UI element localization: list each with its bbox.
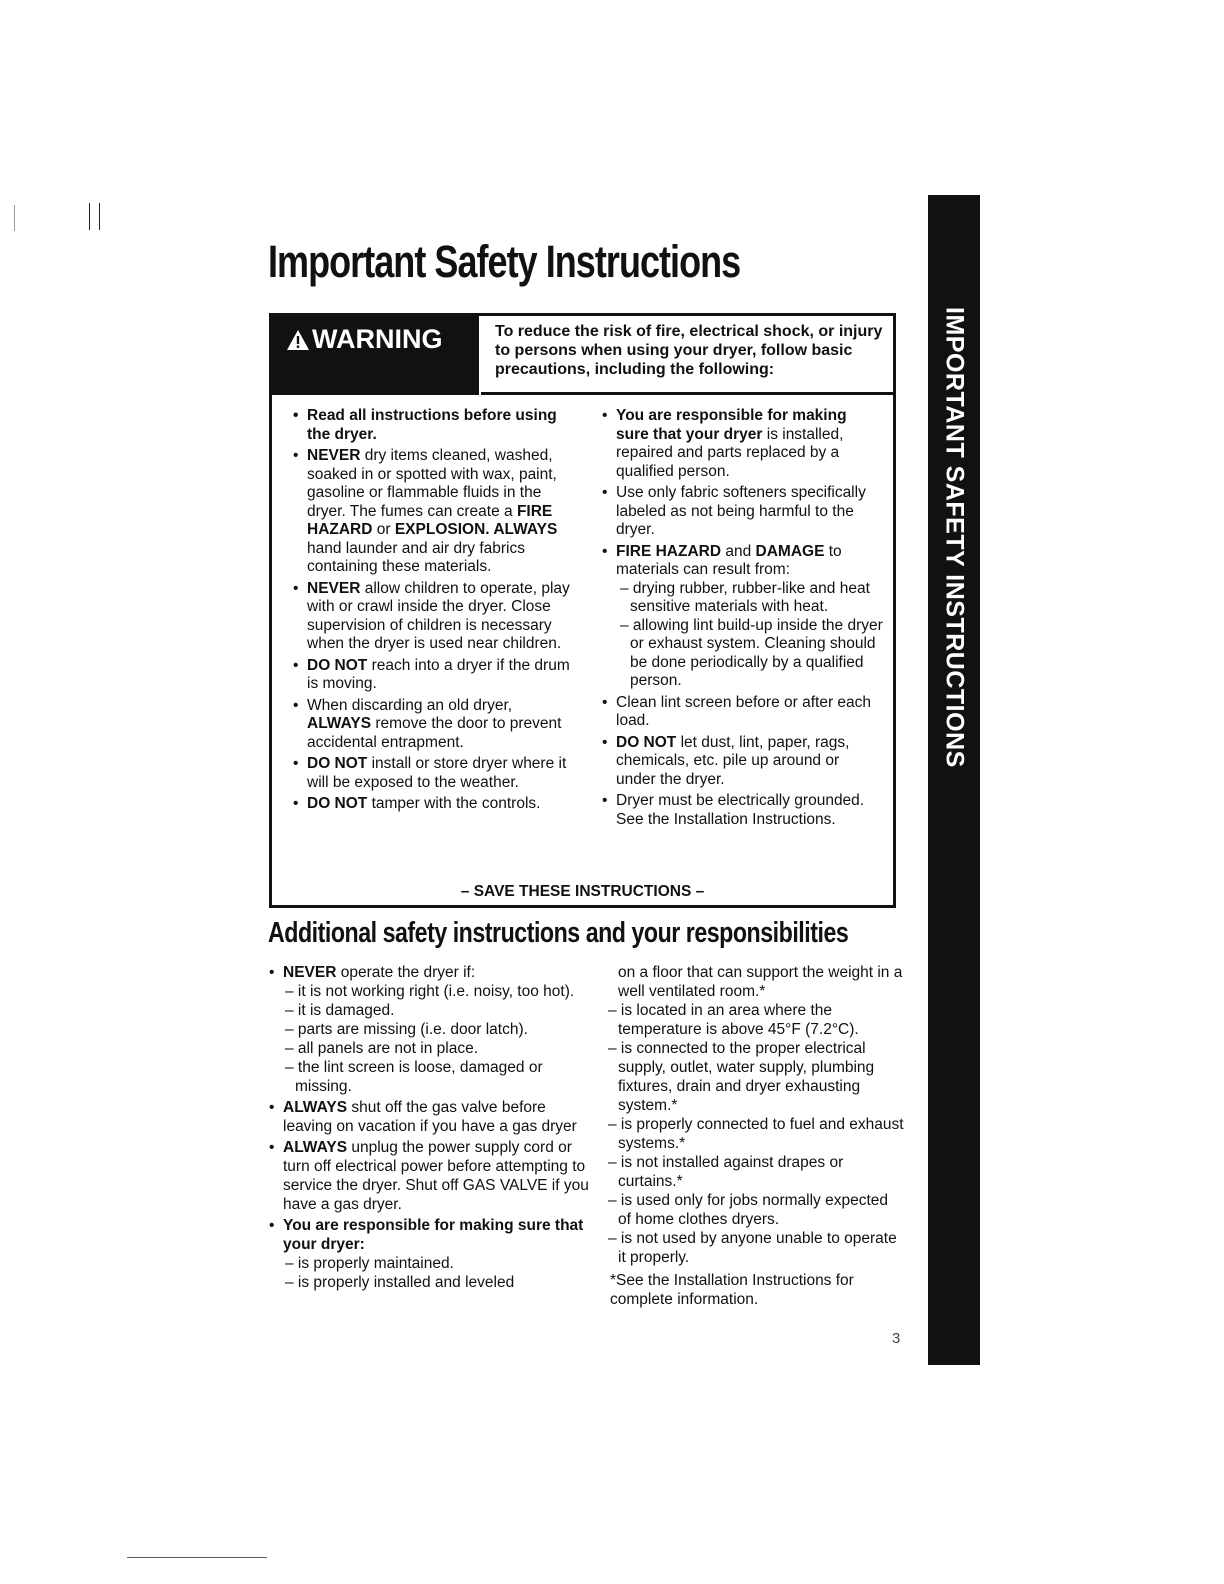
list-item: • Read all instructions before using the dryer. xyxy=(292,407,572,444)
warning-column-left xyxy=(292,407,572,817)
page-number: 3 xyxy=(892,1330,901,1347)
sub-item: – it is not working right (i.e. noisy, too hot). xyxy=(285,983,575,1000)
divider xyxy=(127,1557,267,1558)
warning-label-block xyxy=(272,316,479,395)
warning-header xyxy=(481,316,893,395)
scan-mark xyxy=(14,205,15,231)
sub-item: – it is damaged. xyxy=(285,1002,395,1019)
list-item: • Clean lint screen before or after each load. xyxy=(601,694,883,731)
sub-item: – the lint screen is loose, damaged or missing. xyxy=(285,1059,543,1095)
side-tab-label: IMPORTANT SAFETY INSTRUCTIONS xyxy=(940,307,969,768)
list-item: • NEVER allow children to operate, play with or crawl inside the dryer. Close supervision of children is necessary when the dryer is used near children. xyxy=(292,580,572,654)
list-item: • FIRE HAZARD and DAMAGE to materials can result from: – drying rubber, rubber-like and heat sensitive materials with heat. – allowing lint build-up inside the dryer or exhaust system. Cleaning should be done periodically by a qualified person. xyxy=(601,543,883,691)
list-item: • When discarding an old dryer, ALWAYS remove the door to prevent accidental entrapment. xyxy=(292,697,572,753)
sub-item: – is connected to the proper electrical supply, outlet, water supply, plumbing fixtures, drain and dryer exhausting system.* xyxy=(608,1040,875,1114)
page-title: Important Safety Instructions xyxy=(268,236,741,287)
section-title: Additional safety instructions and your responsibilities xyxy=(268,917,849,949)
list-item: • You are responsible for making sure that your dryer is installed, repaired and parts replaced by a qualified person. xyxy=(601,407,883,481)
list-item: • ALWAYS shut off the gas valve before leaving on vacation if you have a gas dryer xyxy=(269,1098,599,1136)
warning-triangle-icon xyxy=(286,329,310,351)
warning-label: WARNING xyxy=(312,324,443,354)
additional-column-left xyxy=(269,963,599,1294)
continued-text: on a floor that can support the weight in a well ventilated room.* xyxy=(618,964,903,1000)
scan-mark xyxy=(89,203,90,230)
additional-column-right xyxy=(604,963,904,1309)
sub-item: – is properly connected to fuel and exhaust systems.* xyxy=(608,1116,904,1152)
sub-item: – is not used by anyone unable to operate it properly. xyxy=(608,1230,897,1266)
sub-item: – parts are missing (i.e. door latch). xyxy=(285,1021,528,1038)
section-side-tab xyxy=(928,195,980,1365)
footnote: *See the Installation Instructions for complete information. xyxy=(610,1272,854,1308)
sub-item: – all panels are not in place. xyxy=(285,1040,479,1057)
list-item: • DO NOT let dust, lint, paper, rags, chemicals, etc. pile up around or under the dryer. xyxy=(601,734,883,790)
list-item: • You are responsible for making sure that your dryer: – is properly maintained. – is properly installed and leveled xyxy=(269,1216,599,1292)
list-item: • NEVER dry items cleaned, washed, soaked in or spotted with wax, paint, gasoline or flammable fluids in the dryer. The fumes can create a FIRE HAZARD or EXPLOSION. ALWAYS hand launder and air dry fabrics containing these materials. xyxy=(292,447,572,577)
sub-item: – is properly installed and leveled xyxy=(285,1274,515,1291)
save-instructions-note: – SAVE THESE INSTRUCTIONS – xyxy=(460,883,705,900)
list-item: • Dryer must be electrically grounded. See the Installation Instructions. xyxy=(601,792,883,829)
list-item: • DO NOT install or store dryer where it will be exposed to the weather. xyxy=(292,755,572,792)
list-item: • ALWAYS unplug the power supply cord or turn off electrical power before attempting to service the dryer. Shut off GAS VALVE if you have a gas dryer. xyxy=(269,1138,599,1214)
list-item: • NEVER operate the dryer if: – it is not working right (i.e. noisy, too hot). – it is damaged. – parts are missing (i.e. door latch). – all panels are not in place. – the lint screen is loose, damaged or missing. xyxy=(269,963,599,1096)
sub-item: – drying rubber, rubber-like and heat sensitive materials with heat. xyxy=(620,579,870,615)
list-item: • DO NOT reach into a dryer if the drum is moving. xyxy=(292,657,572,694)
sub-item: – allowing lint build-up inside the dryer or exhaust system. Cleaning should be done periodically by a qualified person. xyxy=(620,616,883,689)
list-item: • DO NOT tamper with the controls. xyxy=(292,795,572,814)
sub-item: – is properly maintained. xyxy=(285,1255,454,1272)
list-item: • Use only fabric softeners specifically labeled as not being harmful to the dryer. xyxy=(601,484,883,540)
warning-box xyxy=(269,313,896,908)
warning-column-right xyxy=(601,407,883,832)
sub-item: – is located in an area where the temperature is above 45°F (7.2°C). xyxy=(608,1002,859,1038)
warning-header-text: To reduce the risk of fire, electrical shock, or injury to persons when using your dryer, follow basic precautions, including the following: xyxy=(495,323,883,378)
scan-mark xyxy=(99,203,100,230)
sub-item: – is used only for jobs normally expected of home clothes dryers. xyxy=(608,1192,889,1228)
sub-item: – is not installed against drapes or curtains.* xyxy=(608,1154,844,1190)
